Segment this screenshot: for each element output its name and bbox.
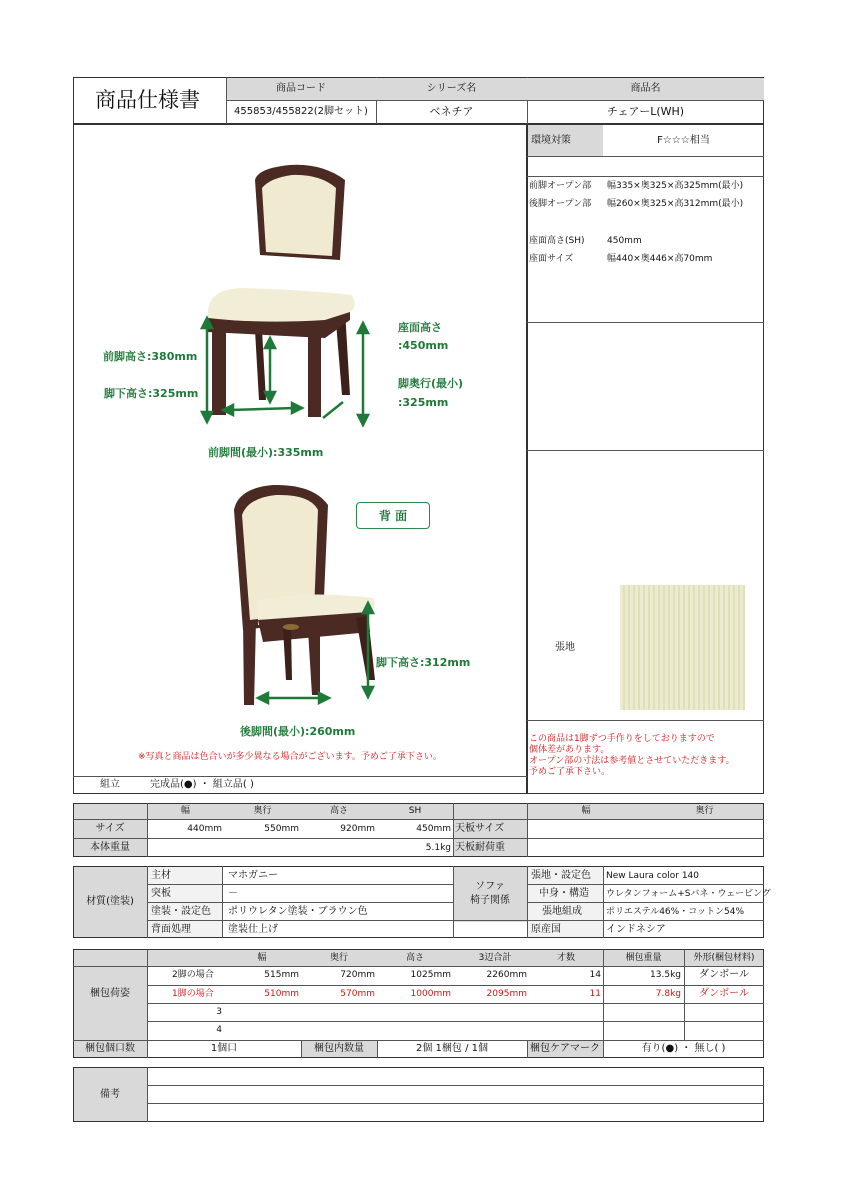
sofa-row-2-value: ウレタンフォーム+Sバネ・ウェービング <box>606 889 771 899</box>
size-height: 920mm <box>340 824 375 834</box>
material-row-1-label: 主材 <box>151 870 171 881</box>
assembly-value: 完成品(●) ・ 組立品( ) <box>150 779 254 790</box>
sofa-row-1-value: New Laura color 140 <box>606 871 700 881</box>
top-load-label: 天板耐荷重 <box>455 842 505 853</box>
pack-row-1-label: 2脚の場合 <box>172 970 214 980</box>
notice-line-4: 予めご了承下さい。 <box>529 767 611 777</box>
count-value: 1個口 <box>210 1043 238 1054</box>
seat-height-label: 座面高さ <box>398 321 442 334</box>
dimension-arrows-back <box>250 600 390 720</box>
contents-value: 2個 1梱包 / 1個 <box>416 1043 488 1054</box>
pack-row-2-w: 510mm <box>264 989 299 999</box>
notice-line-1: この商品は1脚ずつ手作りをしておりますので <box>529 734 715 744</box>
front-leg-span-label: 前脚間(最小):335mm <box>208 446 324 459</box>
pack-header-material: 外形(梱包材料) <box>693 953 755 963</box>
pack-row-2-sum: 2095mm <box>486 989 527 999</box>
material-row-3-label: 塗装・設定色 <box>151 906 211 917</box>
photo-note: ※写真と商品は色合いが多少異なる場合がございます。予めご了承下さい。 <box>138 752 442 762</box>
seat-size-value: 幅440×奥446×高70mm <box>607 254 713 264</box>
remarks-label: 備考 <box>100 1089 120 1100</box>
size-width: 440mm <box>187 824 222 834</box>
pack-row-1-material: ダンボール <box>699 969 749 980</box>
origin-label: 原産国 <box>531 924 561 935</box>
under-leg-height-label: 脚下高さ:325mm <box>104 387 199 400</box>
pack-row-3-label: 3 <box>216 1007 222 1017</box>
pack-row-1-h: 1025mm <box>410 970 451 980</box>
size-header-width: 幅 <box>180 806 190 816</box>
env-value: F☆☆☆相当 <box>657 135 710 146</box>
sofa-row-1-label: 張地・設定色 <box>531 870 591 881</box>
notice-line-3: オープン部の寸法は参考値とさせていただきます。 <box>529 756 735 766</box>
size-label: サイズ <box>95 823 125 834</box>
pack-row-1-d: 720mm <box>340 970 375 980</box>
back-view-label: 背 面 <box>378 509 408 523</box>
env-label: 環境対策 <box>531 135 571 146</box>
assembly-label: 組立 <box>100 779 120 790</box>
weight-value: 5.1kg <box>425 843 451 853</box>
pack-header-width: 幅 <box>257 953 267 963</box>
pack-header-height: 高さ <box>405 953 424 963</box>
sofa-label-2: 椅子関係 <box>470 895 510 906</box>
pack-header-depth: 奥行 <box>329 953 348 963</box>
care-label: 梱包ケアマーク <box>530 1043 600 1054</box>
packing-label: 梱包荷姿 <box>90 988 130 999</box>
pack-row-1-weight: 13.5kg <box>650 970 681 980</box>
code-label: 商品コード <box>276 83 326 94</box>
pack-row-1-w: 515mm <box>264 970 299 980</box>
count-label: 梱包個口数 <box>85 1043 135 1054</box>
sofa-label-1: ソファ <box>475 881 505 892</box>
fabric-label: 張地 <box>555 642 575 653</box>
dimension-arrows-front <box>195 310 375 435</box>
top-header-width: 幅 <box>581 806 591 816</box>
front-open-value: 幅335×奥325×高325mm(最小) <box>607 181 744 191</box>
rear-under-height-label: 脚下高さ:312mm <box>376 656 471 669</box>
page-title: 商品仕様書 <box>95 88 200 112</box>
size-sh: 450mm <box>416 824 451 834</box>
pack-row-4-label: 4 <box>216 1025 222 1035</box>
front-open-label: 前脚オープン部 <box>529 181 592 191</box>
size-header-sh: SH <box>408 806 422 816</box>
sofa-row-3-label: 張地組成 <box>542 906 582 917</box>
seat-size-label: 座面サイズ <box>529 254 574 264</box>
care-value: 有り(●) ・ 無し( ) <box>641 1043 726 1054</box>
leg-depth-value: :325mm <box>398 396 449 409</box>
contents-label: 梱包内数量 <box>314 1043 364 1054</box>
weight-label: 本体重量 <box>90 842 130 853</box>
pack-header-sai: 才数 <box>556 953 575 963</box>
size-depth: 550mm <box>264 824 299 834</box>
material-row-4-value: 塗装仕上げ <box>228 924 278 935</box>
size-header-depth: 奥行 <box>253 806 272 816</box>
series-label: シリーズ名 <box>426 83 477 94</box>
pack-row-1-sum: 2260mm <box>486 970 527 980</box>
material-row-2-label: 突板 <box>151 888 171 899</box>
materials-label: 材質(塗装) <box>86 896 134 907</box>
pack-header-sum: 3辺合計 <box>478 953 512 963</box>
origin-value: インドネシア <box>606 924 666 935</box>
pack-header-weight: 梱包重量 <box>625 953 662 963</box>
pack-row-2-label: 1脚の場合 <box>172 989 214 999</box>
sh-value: 450mm <box>607 236 642 246</box>
product-label: 商品名 <box>630 83 661 94</box>
pack-row-2-d: 570mm <box>340 989 375 999</box>
size-header-height: 高さ <box>329 806 348 816</box>
notice-line-2: 個体差があります。 <box>529 745 610 755</box>
sofa-row-3-value: ポリエステル46%・コットン54% <box>606 907 745 917</box>
pack-row-2-sai: 11 <box>589 989 601 999</box>
pack-row-2-material: ダンボール <box>699 988 749 999</box>
series-value: ベネチア <box>429 105 474 118</box>
rear-open-label: 後脚オープン部 <box>529 199 592 209</box>
fabric-swatch <box>620 585 745 710</box>
pack-row-1-sai: 14 <box>589 970 601 980</box>
sh-label: 座面高さ(SH) <box>529 236 585 246</box>
top-header-depth: 奥行 <box>695 806 714 816</box>
rear-open-value: 幅260×奥325×高312mm(最小) <box>607 199 744 209</box>
material-row-3-value: ポリウレタン塗装・ブラウン色 <box>228 906 368 917</box>
pack-row-2-h: 1000mm <box>410 989 451 999</box>
code-value: 455853/455822(2脚セット) <box>234 106 368 117</box>
material-row-1-value: マホガニー <box>228 870 278 881</box>
product-value: チェアーL(WH) <box>606 105 685 118</box>
material-row-2-value: － <box>228 888 238 899</box>
front-leg-height-label: 前脚高さ:380mm <box>103 350 198 363</box>
top-size-label: 天板サイズ <box>455 823 505 834</box>
leg-depth-label: 脚奥行(最小) <box>398 377 464 390</box>
pack-row-2-weight: 7.8kg <box>655 989 681 999</box>
material-row-4-label: 背面処理 <box>151 924 191 935</box>
rear-leg-span-label: 後脚間(最小):260mm <box>240 725 356 738</box>
sofa-row-2-label: 中身・構造 <box>539 888 589 899</box>
seat-height-value: :450mm <box>398 339 449 352</box>
